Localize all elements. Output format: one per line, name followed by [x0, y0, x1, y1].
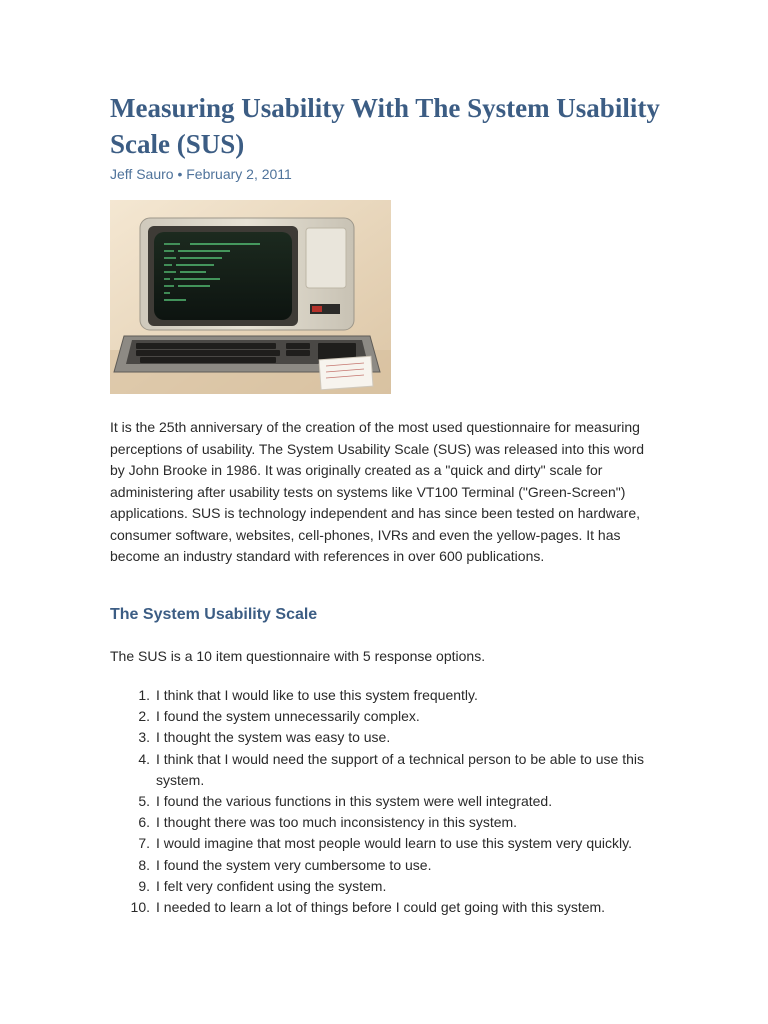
item-text: I found the system very cumbersome to use. [156, 856, 432, 873]
item-text: I felt very confident using the system. [156, 877, 387, 894]
list-item [110, 706, 655, 727]
author-name[interactable]: Jeff Sauro [110, 166, 174, 182]
item-text: I found the system unnecessarily complex. [156, 708, 420, 725]
item-number: 3. [138, 729, 150, 746]
item-number: 10. [130, 899, 150, 916]
item-number: 6. [138, 814, 150, 831]
item-text: I thought there was too much inconsistency in this system. [156, 814, 518, 831]
item-number: 9. [138, 877, 150, 894]
list-item [110, 855, 655, 876]
list-item [110, 791, 655, 812]
list-item [110, 833, 655, 854]
sus-item-list [110, 685, 655, 918]
item-number: 2. [138, 708, 150, 725]
item-text: I would imagine that most people would learn to use this system very quickly. [156, 835, 632, 852]
list-item [110, 749, 655, 791]
list-item [110, 897, 655, 918]
item-number: 4. [138, 750, 150, 767]
item-text: I thought the system was easy to use. [156, 729, 391, 746]
list-item [110, 685, 655, 706]
terminal-photo [110, 200, 391, 394]
list-item [110, 876, 655, 897]
item-number: 7. [138, 835, 150, 852]
intro-paragraph: It is the 25th anniversary of the creation of the most used questionnaire for measuring perceptions of usability. The System Usability Scale (SUS) was released into this word by John Brooke in 1986. It was originally created as a "quick and dirty" scale for administering after usability tests on systems like VT100 Terminal ("Green-Screen") applications. SUS is technology independent and has since been tested on hardware, consumer software, websites, cell-phones, IVRs and even the yellow-pages. It has become an industry standard with references in over 600 publications. [110, 419, 645, 564]
section-lead: The SUS is a 10 item questionnaire with 5 response options. [110, 648, 486, 664]
item-text: I needed to learn a lot of things before I could get going with this system. [156, 899, 606, 916]
item-text: I think that I would like to use this system frequently. [156, 687, 478, 703]
item-number: 1. [138, 687, 150, 703]
article-title: Measuring Usability With The System Usability Scale (SUS) [110, 93, 660, 159]
item-number: 8. [138, 856, 150, 873]
byline-separator: • [177, 166, 183, 182]
byline [110, 165, 292, 183]
publish-date: February 2, 2011 [186, 166, 292, 182]
section-heading: The System Usability Scale [110, 606, 318, 623]
item-text: I think that I would need the support of a technical person to be able to use this system. [156, 750, 644, 788]
item-text: I found the various functions in this system were well integrated. [156, 793, 553, 810]
item-number: 5. [138, 793, 150, 810]
list-item [110, 727, 655, 748]
list-item [110, 812, 655, 833]
